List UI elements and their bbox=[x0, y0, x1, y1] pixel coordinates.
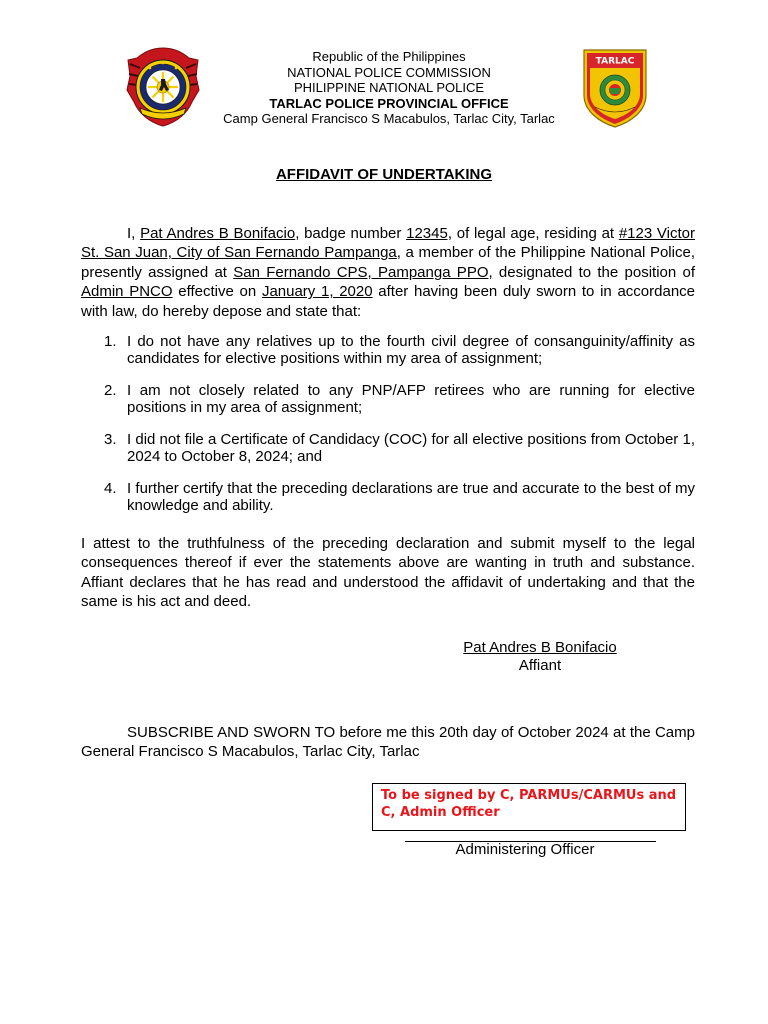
declaration-text: I am not closely related to any PNP/AFP retirees who are running for elective positions in my area of assignment; bbox=[127, 382, 695, 416]
intro-text: , a member of the Philippine National Police, presently assigned at bbox=[81, 244, 695, 281]
list-number: 2. bbox=[104, 382, 117, 399]
intro-text: after having been duly sworn to in accordance with law, do hereby depose and state that: bbox=[81, 283, 695, 320]
letterhead-napolcom: NATIONAL POLICE COMMISSION bbox=[287, 64, 491, 80]
list-number: 1. bbox=[104, 333, 117, 350]
attestation-paragraph: I attest to the truthfulness of the preceding declaration and submit myself to the legal consequences thereof if ever the statements above are wanting in truth and substance. Affiant declares that he has read and understood the affidavit of undertaking and that the same is his act and deed. bbox=[81, 535, 695, 611]
letterhead-republic: Republic of the Philippines bbox=[312, 49, 466, 64]
list-item bbox=[81, 431, 695, 465]
list-item bbox=[81, 382, 695, 416]
affiant-signature-name: Pat Andres B Bonifacio bbox=[463, 639, 617, 656]
letterhead-office: TARLAC POLICE PROVINCIAL OFFICE bbox=[269, 95, 509, 111]
signatory-note-box bbox=[372, 783, 686, 831]
assignment-field: San Fernando CPS, Pampanga PPO, bbox=[233, 263, 493, 281]
intro-paragraph bbox=[81, 224, 695, 321]
letterhead bbox=[200, 49, 578, 127]
affiant-signature-block bbox=[420, 639, 660, 675]
tarlac-banner-text: TARLAC bbox=[595, 56, 635, 67]
intro-text: of legal age, residing at bbox=[452, 225, 619, 242]
declaration-text: I do not have any relatives up to the fourth civil degree of consanguinity/affinity as candidates for elective positions within my area of assignment; bbox=[127, 333, 695, 367]
position-field: Admin PNCO bbox=[81, 283, 173, 301]
list-number: 4. bbox=[104, 480, 117, 497]
declaration-text: I did not file a Certificate of Candidacy (COC) for all elective positions from October 1, 2024 to October 8, 2024; and bbox=[127, 431, 695, 465]
badge-number-field: 12345, bbox=[406, 225, 452, 242]
intro-text: effective on bbox=[172, 283, 262, 301]
residence-address-field: #123 Victor St. San Juan, City of San Fernando Pampanga bbox=[81, 225, 695, 262]
signatory-note-text: To be signed by C, PARMUs/CARMUs and C, Admin Officer bbox=[381, 788, 677, 820]
intro-text: , badge number bbox=[295, 225, 407, 242]
letterhead-address: Camp General Francisco S Macabulos, Tarlac City, Tarlac bbox=[223, 111, 555, 126]
administering-officer-label: Administering Officer bbox=[455, 841, 595, 858]
list-item bbox=[81, 480, 695, 514]
affiant-name-field: Pat Andres B Bonifacio bbox=[140, 225, 296, 242]
tarlac-ppo-badge-icon bbox=[581, 47, 649, 129]
intro-text: designated to the position of bbox=[492, 263, 695, 281]
affiant-label: Affiant bbox=[518, 657, 562, 674]
intro-text: I, bbox=[127, 225, 141, 242]
sworn-paragraph: SUBSCRIBE AND SWORN TO before me this 20th day of October 2024 at the Camp General Francisco S Macabulos, Tarlac City, Tarlac bbox=[81, 724, 695, 761]
pnp-seal-icon bbox=[126, 46, 200, 128]
letterhead-pnp: PHILIPPINE NATIONAL POLICE bbox=[294, 80, 484, 95]
document-title: AFFIDAVIT OF UNDERTAKING bbox=[275, 166, 493, 183]
declaration-text: I further certify that the preceding declarations are true and accurate to the best of my knowledge and ability. bbox=[127, 480, 695, 514]
declarations-list bbox=[81, 333, 695, 529]
effective-date-field: January 1, 2020 bbox=[261, 283, 373, 301]
list-number: 3. bbox=[104, 431, 117, 448]
list-item bbox=[81, 333, 695, 367]
